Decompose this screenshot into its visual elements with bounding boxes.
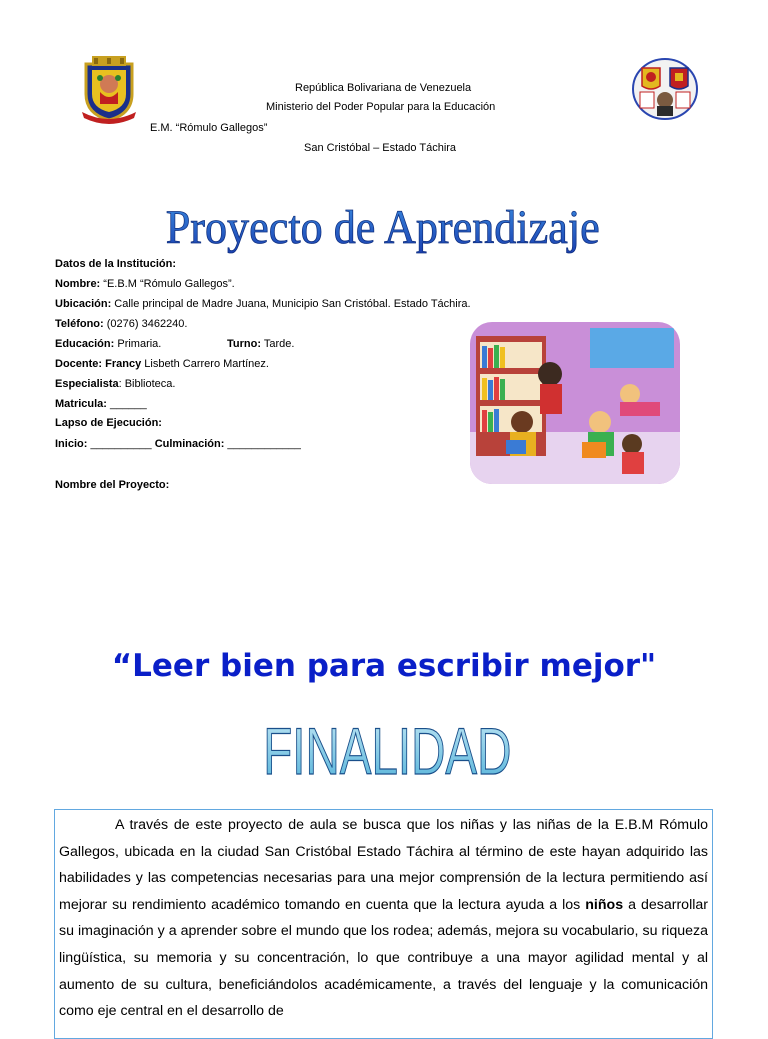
project-slogan: “Leer bien para escribir mejor" <box>111 648 657 684</box>
svg-text:FINALIDAD: FINALIDAD <box>263 715 512 782</box>
page-title <box>0 193 768 264</box>
svg-text:Proyecto de Aprendizaje: Proyecto de Aprendizaje <box>165 200 600 254</box>
section-title-finalidad <box>0 710 768 787</box>
nombre-line: Nombre: “E.B.M “Rómulo Gallegos”. <box>55 278 235 290</box>
republic-line: República Bolivariana de Venezuela <box>295 82 472 94</box>
telefono-line: Teléfono: (0276) 3462240. <box>55 318 188 330</box>
inicio-line: Inicio: __________ Culminación: ____________ <box>55 438 301 450</box>
institution-heading: Datos de la Institución: <box>55 258 177 270</box>
school-crest-logo <box>78 54 140 124</box>
especialista-line: Especialista: Biblioteca. <box>55 378 176 390</box>
docente-line: Docente: Francy Lisbeth Carrero Martínez. <box>55 358 269 370</box>
finalidad-paragraph-box <box>54 809 713 1039</box>
educacion-line: Educación: Primaria. <box>55 338 162 350</box>
location-line: San Cristóbal – Estado Táchira <box>304 142 457 154</box>
lapso-line: Lapso de Ejecución: <box>55 417 162 429</box>
ubicacion-line: Ubicación: Calle principal de Madre Juana, Municipio San Cristóbal. Estado Táchira. <box>55 298 471 310</box>
school-emblem-logo <box>632 58 698 120</box>
ministry-line: Ministerio del Poder Popular para la Educación <box>266 101 496 113</box>
project-name-label: Nombre del Proyecto: <box>55 479 170 491</box>
turno-line: Turno: Tarde. <box>227 338 295 350</box>
finalidad-paragraph: A través de este proyecto de aula se busca que los niñas y las niñas de la E.B.M Rómulo Gallegos, ubicada en la ciudad San Cristóbal Estado Táchira al término de este hayan adquirido las habilidades y las competencias necesarias para una mejor comprensión de la lectura permitiendo así mejorar su rendimiento académico tomando en cuenta que la lectura ayuda a los niños a desarrollar su imaginación y a aprender sobre el mundo que los rodea; además, mejora su vocabulario, su riqueza lingüística, su memoria y su concentración, lo que contribuye a una mayor agilidad mental y al aumento de su cultura, beneficiándolos académicamente, a través del lenguaje y la comunicación como eje central en el desarrollo de <box>59 817 708 1020</box>
matricula-line: Matricula: ______ <box>55 398 147 410</box>
children-reading-illustration <box>470 322 680 484</box>
school-name-line: E.M. “Rómulo Gallegos” <box>150 122 268 134</box>
